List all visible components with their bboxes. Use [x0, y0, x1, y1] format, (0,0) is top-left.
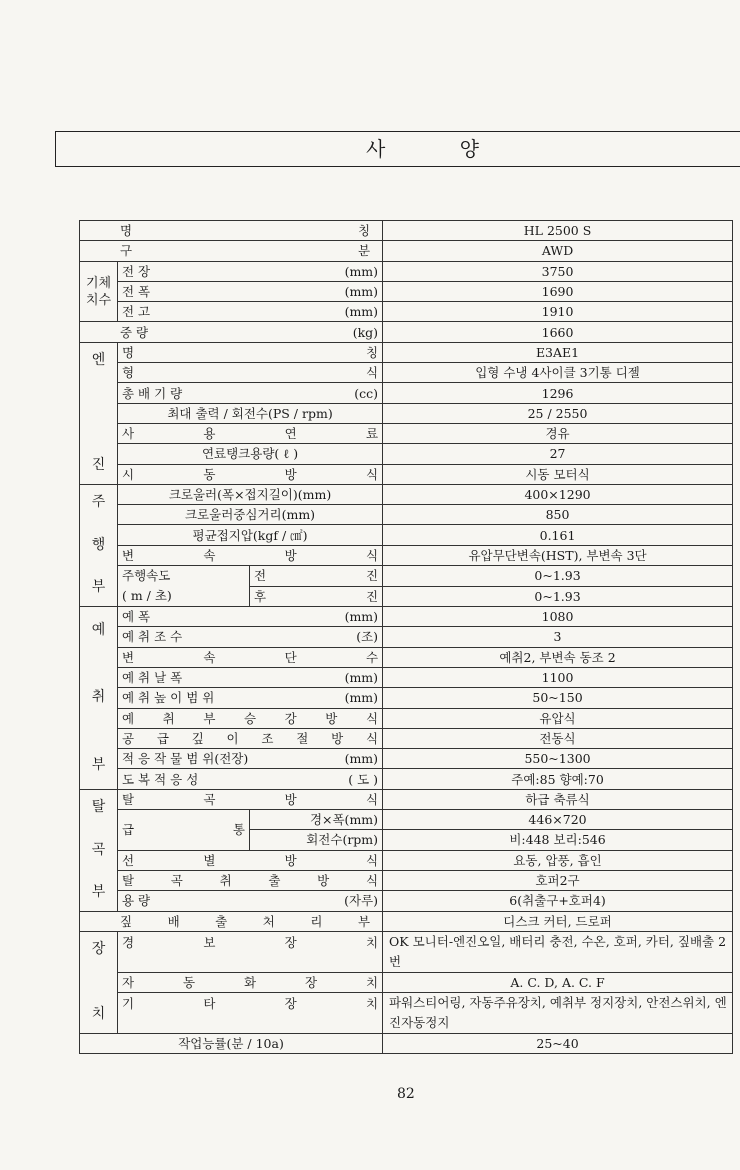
row-label: 시 동 방 식: [118, 464, 383, 484]
row-unit: ( 도 ): [348, 771, 379, 787]
row-label: 연료탱크용량( ℓ ): [118, 444, 383, 464]
category-char: 부: [91, 579, 106, 596]
table-row: [80, 870, 733, 890]
row-label: 예 취 부 승 강 방 식: [118, 708, 383, 728]
table-row: [80, 1034, 733, 1054]
row-value: 850: [383, 505, 733, 525]
table-row: [80, 525, 733, 545]
category-char: 행: [91, 536, 106, 553]
row-value: 6(취출구+호퍼4): [383, 891, 733, 911]
row-label-cell: [118, 749, 383, 769]
row-value: 예취2, 부변속 동조 2: [383, 647, 733, 667]
row-label: 평균접지압(kgf / ㎠): [118, 525, 383, 545]
row-value: 1100: [383, 667, 733, 687]
row-value: 경유: [383, 423, 733, 443]
row-unit: (mm): [344, 751, 379, 767]
table-row: [80, 363, 733, 383]
category-char: 진: [91, 457, 106, 474]
row-value: 25~40: [383, 1034, 733, 1054]
table-row: [80, 891, 733, 911]
category-device: [80, 931, 118, 1033]
row-value: A. C. D, A. C. F: [383, 972, 733, 992]
category-char: 주: [91, 494, 106, 511]
row-label: 공 급 깊 이 조 절 방 식: [118, 728, 383, 748]
table-row: [80, 545, 733, 565]
row-value: 하급 축류식: [383, 789, 733, 809]
category-body: [80, 261, 118, 322]
row-label: 작업능률(분 / 10a): [80, 1034, 383, 1054]
category-char: 치: [91, 1006, 106, 1023]
row-value: 유압식: [383, 708, 733, 728]
row-label-cell: [118, 302, 383, 322]
row-value: 디스크 커터, 드로퍼: [383, 911, 733, 931]
table-row: [80, 850, 733, 870]
category-char: 탈: [91, 799, 106, 816]
row-label: 적 응 작 물 범 위(전장): [122, 751, 249, 767]
table-row: [80, 241, 733, 261]
table-row: [80, 607, 733, 627]
table-row: [80, 647, 733, 667]
row-unit: (mm): [344, 670, 379, 686]
row-label-cell: [118, 667, 383, 687]
table-row: [80, 444, 733, 464]
category-travel: [80, 484, 118, 606]
row-unit: (cc): [354, 385, 379, 401]
table-row: [80, 708, 733, 728]
table-row: [80, 566, 733, 587]
row-label-cell: [80, 322, 383, 342]
row-value: 유압무단변속(HST), 부변속 3단: [383, 545, 733, 565]
row-value: 파워스티어링, 자동주유장치, 예취부 정지장치, 안전스위치, 엔진자동정지: [383, 993, 733, 1034]
row-value: 1690: [383, 281, 733, 301]
row-label: ( m / 초): [122, 588, 172, 604]
table-row: [80, 221, 733, 241]
category-reaping: [80, 607, 118, 790]
row-label-cell: [118, 769, 383, 789]
row-label: 명 칭: [118, 342, 383, 362]
table-row: [80, 972, 733, 992]
page-number: 82: [397, 1086, 415, 1102]
category-char: 곡: [91, 841, 106, 858]
table-row: [80, 383, 733, 403]
row-label: 변 속 방 식: [118, 545, 383, 565]
row-value: 1296: [383, 383, 733, 403]
row-label-cell: [118, 627, 383, 647]
category-label: 기체치수: [85, 275, 112, 308]
row-label: 짚 배 출 처 리 부: [80, 911, 383, 931]
row-value: 1080: [383, 607, 733, 627]
row-label: 총 배 기 량: [122, 385, 183, 401]
row-sublabel: 회전수(rpm): [250, 830, 383, 850]
row-value: 0~1.93: [383, 566, 733, 587]
table-row: [80, 627, 733, 647]
table-row: [80, 484, 733, 504]
table-row: [80, 423, 733, 443]
row-value: 400×1290: [383, 484, 733, 504]
row-label: 자 동 화 장 치: [118, 972, 383, 992]
row-value: 3: [383, 627, 733, 647]
row-label: 사 용 연 료: [118, 423, 383, 443]
row-label: 예 취 날 폭: [122, 670, 183, 686]
row-value: 주예:85 향예:70: [383, 769, 733, 789]
row-value: 입형 수냉 4사이클 3기통 디젤: [383, 363, 733, 383]
row-value: 요동, 압풍, 흡인: [383, 850, 733, 870]
row-value: 호퍼2구: [383, 870, 733, 890]
row-unit: (mm): [344, 609, 379, 625]
row-value: 50~150: [383, 688, 733, 708]
row-value: 3750: [383, 261, 733, 281]
row-label: 최대 출력 / 회전수(PS / rpm): [118, 403, 383, 423]
row-unit: (kg): [352, 324, 379, 340]
row-sublabel: 후 진: [250, 586, 383, 607]
row-unit: (조): [356, 629, 379, 645]
row-value: 시동 모터식: [383, 464, 733, 484]
category-char: 예: [91, 621, 106, 638]
row-value: 25 / 2550: [383, 403, 733, 423]
row-label: 전 고: [122, 304, 151, 320]
row-value: 27: [383, 444, 733, 464]
table-row: [80, 789, 733, 809]
table-row: [80, 342, 733, 362]
row-sublabel: 경×폭(mm): [250, 810, 383, 830]
table-row: [80, 464, 733, 484]
table-row: [80, 749, 733, 769]
row-value: 1910: [383, 302, 733, 322]
row-value: HL 2500 S: [383, 221, 733, 241]
row-unit: (mm): [344, 284, 379, 300]
table-row: [80, 993, 733, 1034]
table-row: [80, 302, 733, 322]
row-label: 크로울러(폭×접지길이)(mm): [118, 484, 383, 504]
table-row: [80, 322, 733, 342]
table-row: [80, 281, 733, 301]
row-label: 주행속도: [122, 568, 171, 584]
row-label: 명 칭: [80, 221, 383, 241]
row-value: 446×720: [383, 810, 733, 830]
row-value: OK 모니터-엔진오일, 배터리 충전, 수온, 호퍼, 카터, 짚배출 2번: [383, 931, 733, 972]
row-label-cell: [118, 281, 383, 301]
table-row: [80, 931, 733, 972]
category-char: 취: [91, 689, 106, 706]
table-row: [80, 403, 733, 423]
category-char: 엔: [91, 352, 106, 369]
row-value: 0.161: [383, 525, 733, 545]
table-row: [80, 667, 733, 687]
row-label: 크로울러중심거리(mm): [118, 505, 383, 525]
table-row: [80, 769, 733, 789]
row-value: 1660: [383, 322, 733, 342]
row-label-cell: [118, 566, 250, 607]
row-label: 형 식: [118, 363, 383, 383]
row-label: 전 폭: [122, 284, 151, 300]
row-value: AWD: [383, 241, 733, 261]
page-title: 사 양: [55, 131, 740, 167]
row-unit: (mm): [344, 263, 379, 279]
category-engine: [80, 342, 118, 484]
row-label: 기 타 장 치: [118, 993, 383, 1034]
row-label: 변 속 단 수: [118, 647, 383, 667]
row-label: 선 별 방 식: [118, 850, 383, 870]
row-label: 예 취 조 수: [122, 629, 183, 645]
table-row: [80, 261, 733, 281]
row-label: 전 장: [122, 263, 151, 279]
spec-table: [79, 220, 733, 1054]
row-label: 급 통: [118, 810, 250, 851]
row-label-cell: [118, 261, 383, 281]
row-sublabel: 전 진: [250, 566, 383, 587]
row-unit: (mm): [344, 690, 379, 706]
row-label: 용 량: [122, 893, 151, 909]
row-label: 경 보 장 치: [118, 931, 383, 972]
category-char: 장: [91, 941, 106, 958]
row-label-cell: [118, 607, 383, 627]
table-row: [80, 688, 733, 708]
row-label: 탈 곡 방 식: [118, 789, 383, 809]
row-label: 구 분: [80, 241, 383, 261]
table-row: [80, 728, 733, 748]
row-value: 550~1300: [383, 749, 733, 769]
row-label: 탈 곡 취 출 방 식: [118, 870, 383, 890]
row-value: 비:448 보리:546: [383, 830, 733, 850]
row-unit: (mm): [344, 304, 379, 320]
category-char: 부: [91, 756, 106, 773]
row-label: 도 복 적 응 성: [122, 771, 199, 787]
category-thresh: [80, 789, 118, 911]
row-label: 중 량: [120, 324, 149, 340]
table-row: [80, 810, 733, 830]
row-value: 전동식: [383, 728, 733, 748]
row-label-cell: [118, 383, 383, 403]
row-value: E3AE1: [383, 342, 733, 362]
row-label: 예 폭: [122, 609, 151, 625]
row-label-cell: [118, 688, 383, 708]
row-unit: (자루): [344, 893, 379, 909]
table-row: [80, 505, 733, 525]
row-value: 0~1.93: [383, 586, 733, 607]
row-label-cell: [118, 891, 383, 911]
category-char: 부: [91, 884, 106, 901]
row-label: 예 취 높 이 범 위: [122, 690, 215, 706]
table-row: [80, 911, 733, 931]
